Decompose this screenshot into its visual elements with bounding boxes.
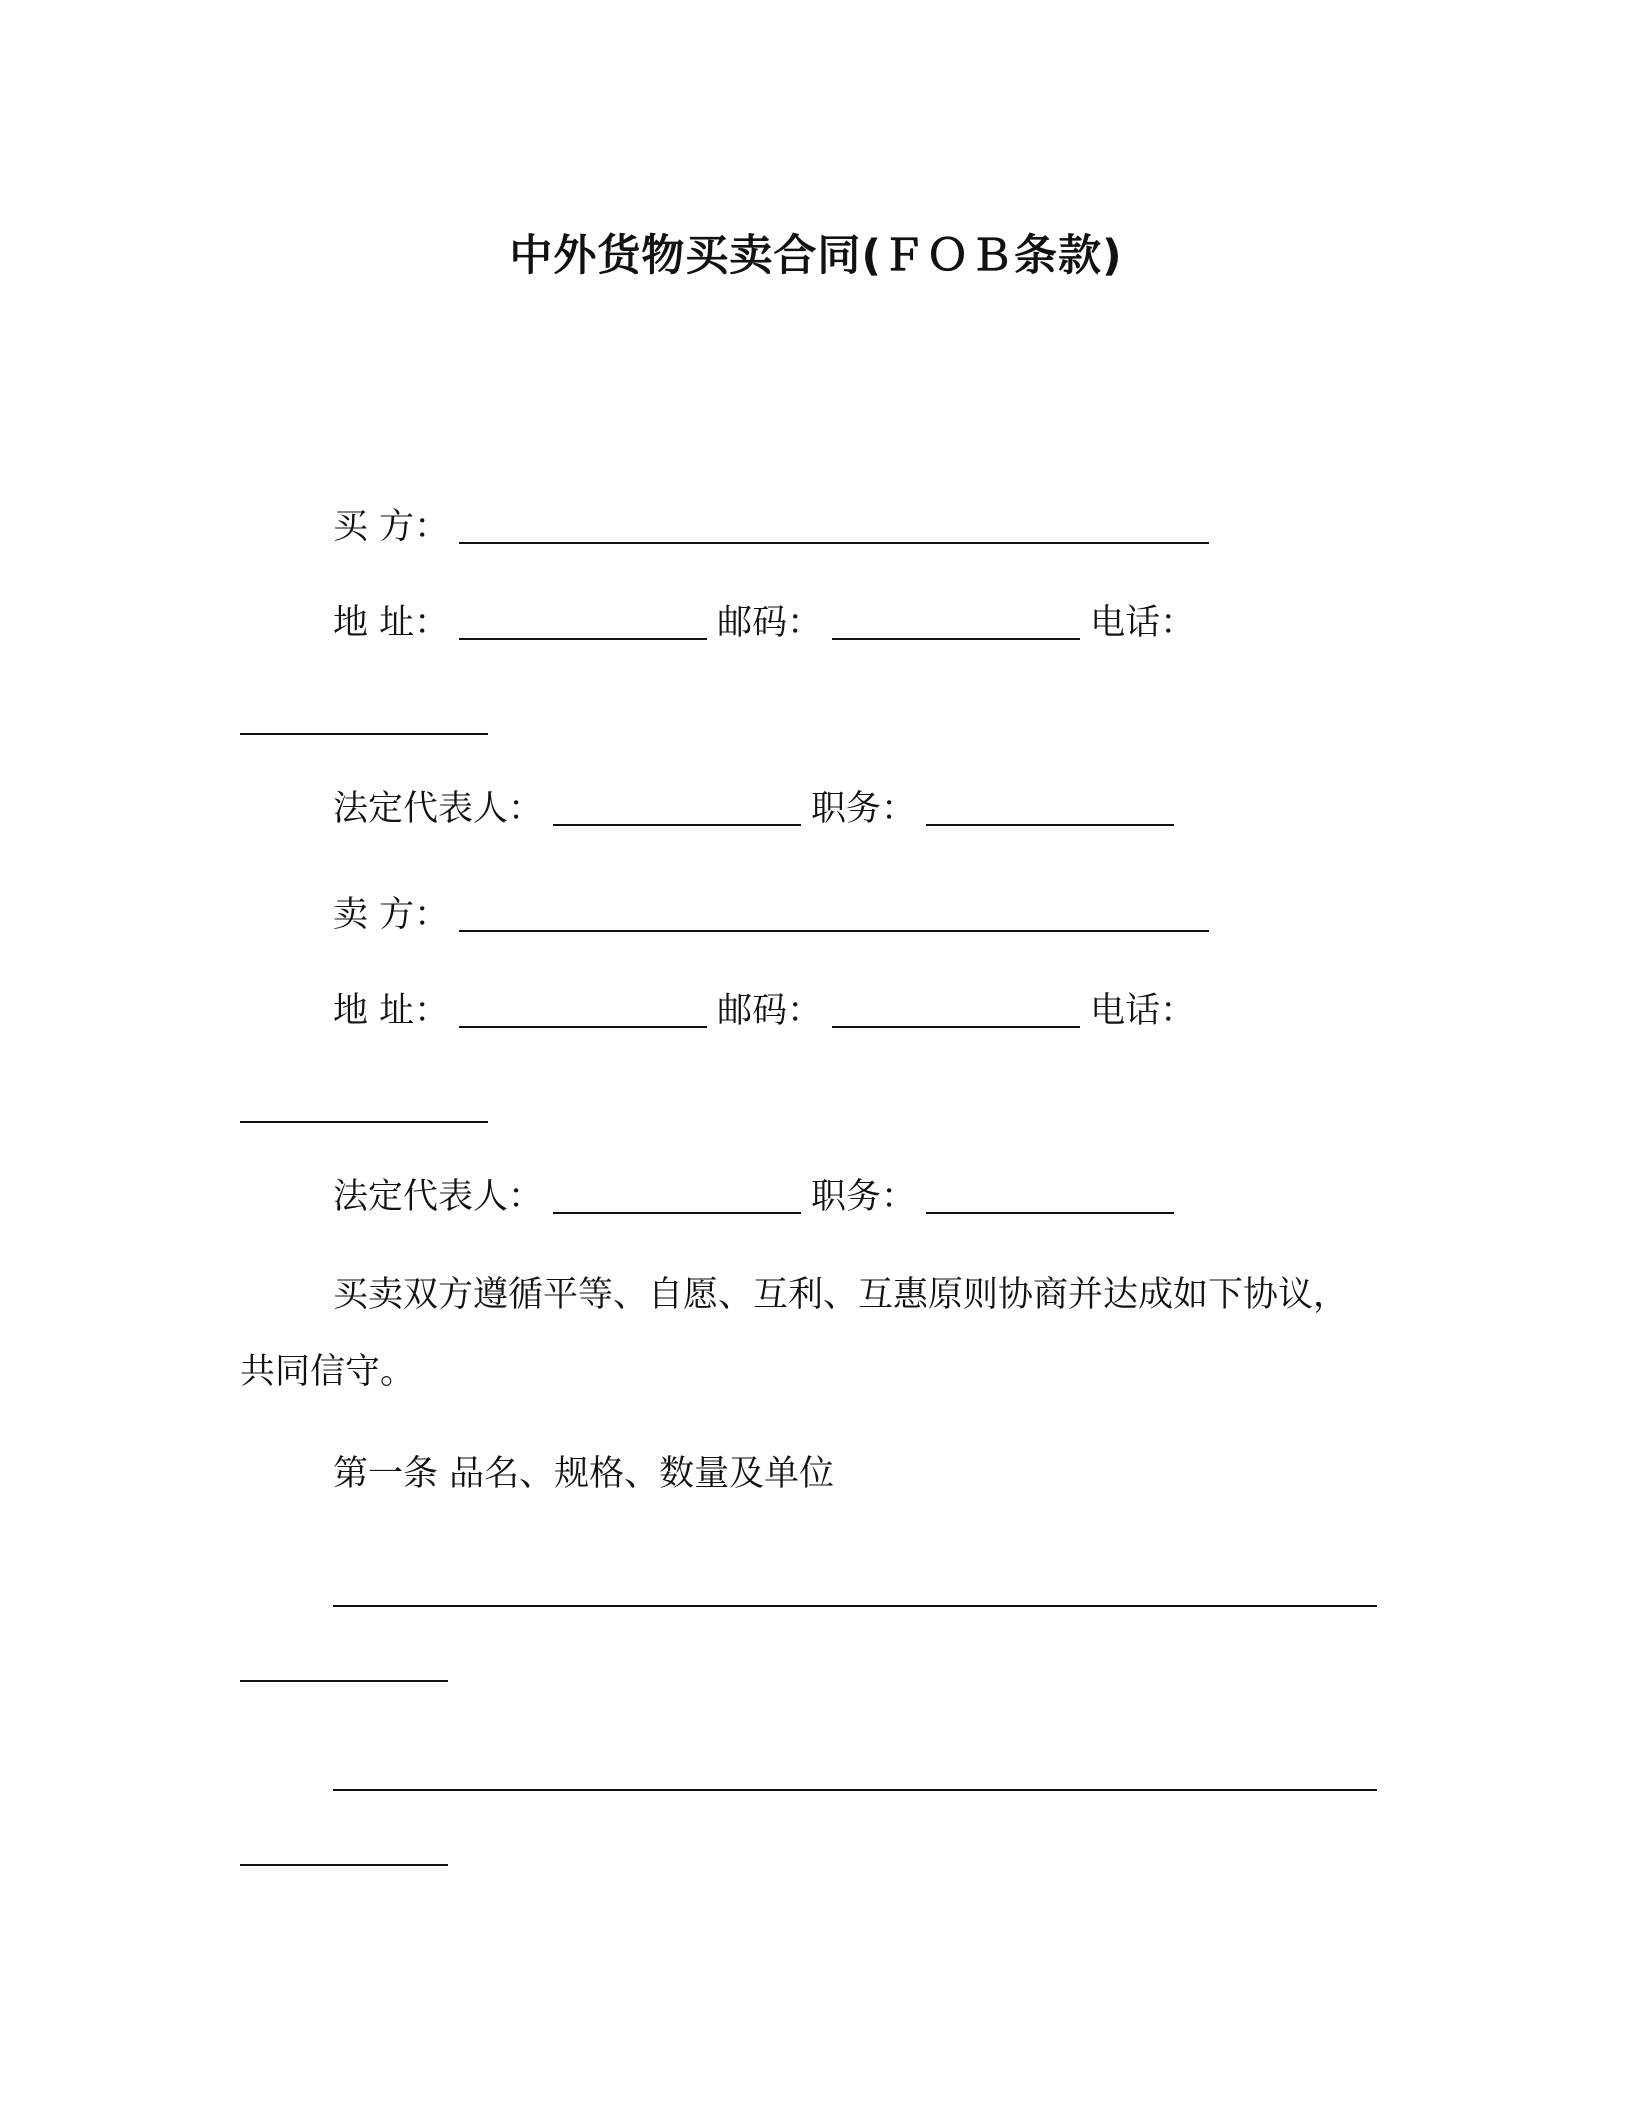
seller-position-field[interactable] xyxy=(926,1212,1174,1214)
buyer-phone-row xyxy=(240,696,488,740)
seller-zip-label: 邮码： xyxy=(717,991,823,1031)
buyer-name-field[interactable] xyxy=(459,542,1209,544)
article-1-heading xyxy=(333,1452,834,1496)
seller-address-field[interactable] xyxy=(459,1026,707,1028)
buyer-zip-label: 邮码： xyxy=(717,603,823,643)
buyer-address-label: 地 址： xyxy=(333,603,450,643)
seller-rep-field[interactable] xyxy=(553,1212,801,1214)
buyer-row xyxy=(333,505,1209,549)
article-1-field-2[interactable] xyxy=(333,1789,1377,1791)
seller-position-label: 职务： xyxy=(811,1177,917,1217)
intro-text-2: 共同信守。 xyxy=(240,1352,416,1392)
seller-address-row xyxy=(333,989,1195,1033)
article-1-blank-1-cont xyxy=(240,1643,448,1687)
article-1-field-1[interactable] xyxy=(333,1605,1377,1607)
seller-rep-label: 法定代表人： xyxy=(333,1177,544,1217)
intro-text-1: 买卖双方遵循平等、自愿、互利、互惠原则协商并达成如下协议， xyxy=(333,1275,1349,1315)
buyer-position-field[interactable] xyxy=(926,824,1174,826)
buyer-rep-row xyxy=(333,787,1184,831)
buyer-rep-label: 法定代表人： xyxy=(333,789,544,829)
seller-address-label: 地 址： xyxy=(333,991,450,1031)
buyer-rep-field[interactable] xyxy=(553,824,801,826)
buyer-address-field[interactable] xyxy=(459,638,707,640)
buyer-zip-field[interactable] xyxy=(832,638,1080,640)
article-1-blank-1 xyxy=(333,1568,1377,1612)
buyer-phone-label: 电话： xyxy=(1090,603,1196,643)
article-1-title: 第一条 品名、规格、数量及单位 xyxy=(333,1454,835,1494)
seller-phone-row xyxy=(240,1084,488,1128)
seller-label: 卖 方： xyxy=(333,895,450,935)
intro-line-1 xyxy=(333,1273,1348,1317)
buyer-position-label: 职务： xyxy=(811,789,917,829)
seller-row xyxy=(333,893,1209,937)
seller-rep-row xyxy=(333,1175,1184,1219)
buyer-label: 买 方： xyxy=(333,507,450,547)
intro-line-2 xyxy=(240,1350,415,1394)
article-1-field-1-cont[interactable] xyxy=(240,1680,448,1682)
seller-zip-field[interactable] xyxy=(832,1026,1080,1028)
article-1-blank-2 xyxy=(333,1752,1377,1796)
seller-name-field[interactable] xyxy=(459,930,1209,932)
seller-phone-label: 电话： xyxy=(1090,991,1196,1031)
page-title: 中外货物买卖合同(ＦＯＢ条款) xyxy=(509,231,1123,281)
article-1-field-2-cont[interactable] xyxy=(240,1864,448,1866)
article-1-blank-2-cont xyxy=(240,1827,448,1871)
seller-phone-field[interactable] xyxy=(240,1121,488,1123)
buyer-address-row xyxy=(333,601,1195,645)
buyer-phone-field[interactable] xyxy=(240,733,488,735)
